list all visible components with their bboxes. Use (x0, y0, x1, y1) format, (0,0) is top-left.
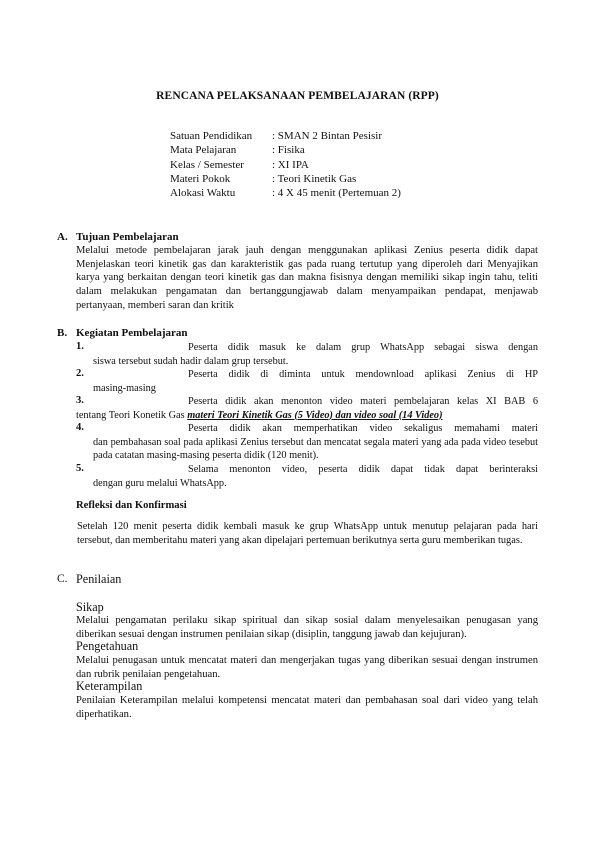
list-item (93, 422, 538, 463)
reflection-heading: Refleksi dan Konfirmasi (76, 500, 187, 511)
document-title: RENCANA PELAKSANAAN PEMBELAJARAN (RPP) (156, 90, 439, 102)
section-a-letter: A. (57, 231, 68, 243)
section-a-heading: Tujuan Pembelajaran (76, 231, 179, 243)
list-item-continuation (76, 409, 538, 423)
list-item-number: 4. (76, 422, 84, 433)
list-item-continuation: dengan guru melalui WhatsApp. (93, 477, 227, 489)
info-label: Kelas / Semester (170, 158, 244, 171)
list-item-number: 2. (76, 368, 84, 379)
list-item-continuation: masing-masing (93, 382, 156, 394)
info-row (170, 129, 401, 143)
list-item (93, 341, 538, 368)
section-c-heading: Penilaian (76, 572, 122, 586)
list-item-number: 3. (76, 395, 84, 406)
keterampilan-heading: Keterampilan (76, 679, 143, 693)
info-value: : Fisika (272, 144, 305, 157)
list-item-first-line: Peserta didik akan memperhatikan video sekaligus memahami materi (188, 423, 538, 434)
info-value: : 4 X 45 menit (Pertemuan 2) (272, 187, 401, 200)
identity-table (170, 129, 401, 200)
list-item-first-line: Selama menonton video, peserta didik dapat tidak dapat berinteraksi (188, 464, 538, 475)
info-value: : SMAN 2 Bintan Pesisir (272, 130, 383, 142)
sikap-text: Melalui pengamatan perilaku sikap spiritual dan sikap sosial dalam menyelesaikan penugasan yang diberikan sesuai dengan instrumen penilaian sikap (disiplin, tanggung jawab dan kejujuran). (76, 615, 538, 640)
list-item-continuation: dan pembahasan soal pada aplikasi Zenius tersebut dan mencatat segala materi yang ada pada video tesebut pada catatan masing-masing peserta didik (120 menit). (93, 436, 538, 462)
list-item-emphasis: materi Teori Kinetik Gas (5 Video) dan video soal (14 Video) (187, 409, 443, 421)
list-item (93, 463, 538, 490)
info-label: Alokasi Waktu (170, 187, 236, 200)
info-row (170, 158, 401, 172)
info-row (170, 143, 401, 157)
info-label: Mata Pelajaran (170, 144, 237, 157)
section-c-letter: C. (57, 573, 68, 585)
pengetahuan-heading: Pengetahuan (76, 639, 139, 653)
section-a-text: Melalui metode pembelajaran jarak jauh dengan menggunakan aplikasi Zenius peserta didik dapat Menjelaskan teori kinetik gas dan karakteristik gas pada ruang tertutup yang diperoleh dari Menyajikan karya yang berkaitan dengan teori kinetik gas dan makna fisisnya dengan memiliki sikap ingin tahu, teliti dalam melakukan pengamatan dan bertanggungjawab dalam menyampaikan pendapat, menjawab pertanyaan, memberi saran dan kritik (76, 245, 538, 311)
pengetahuan-text: Melalui penugasan untuk mencatat materi dan mengerjakan tugas yang diberikan sesuai dengan instrumen dan rubrik penilaian pengetahuan. (76, 655, 538, 680)
list-item-first-line: Peserta didik masuk ke dalam grup WhatsApp sebagai siswa dengan (188, 342, 538, 353)
list-item-first-line: Peserta didik di diminta untuk mendownload aplikasi Zenius di HP (188, 369, 538, 380)
section-b-letter: B. (57, 327, 68, 339)
list-item-first-line: Peserta didik akan menonton video materi pembelajaran kelas XI BAB 6 (188, 396, 538, 407)
info-label: Materi Pokok (170, 172, 231, 185)
keterampilan-text: Penilaian Keterampilan melalui kompetensi mencatat materi dan pembahasan soal dari video yang telah diperhatikan. (76, 695, 538, 720)
section-b-heading: Kegiatan Pembelajaran (76, 327, 188, 339)
list-item (93, 368, 538, 395)
info-value: : Teori Kinetik Gas (272, 172, 357, 185)
list-item-continuation: siswa tersebut sudah hadir dalam grup tersebut. (93, 355, 289, 367)
info-row (170, 172, 401, 186)
list-item (76, 395, 538, 422)
reflection-text: Setelah 120 menit peserta didik kembali masuk ke grup WhatsApp untuk menutup pelajaran pada hari tersebut, dan memberitahu materi yang akan dipelajari pertemuan berikutnya serta guru memberikan tugas. (77, 521, 538, 546)
info-value: : XI IPA (272, 158, 309, 171)
info-row (170, 186, 401, 200)
list-item-number: 5. (76, 463, 84, 474)
sikap-heading: Sikap (76, 600, 104, 614)
list-item-text: tentang Teori Konetik Gas (76, 409, 188, 421)
list-item-number: 1. (76, 341, 84, 352)
info-label: Satuan Pendidikan (170, 130, 253, 142)
